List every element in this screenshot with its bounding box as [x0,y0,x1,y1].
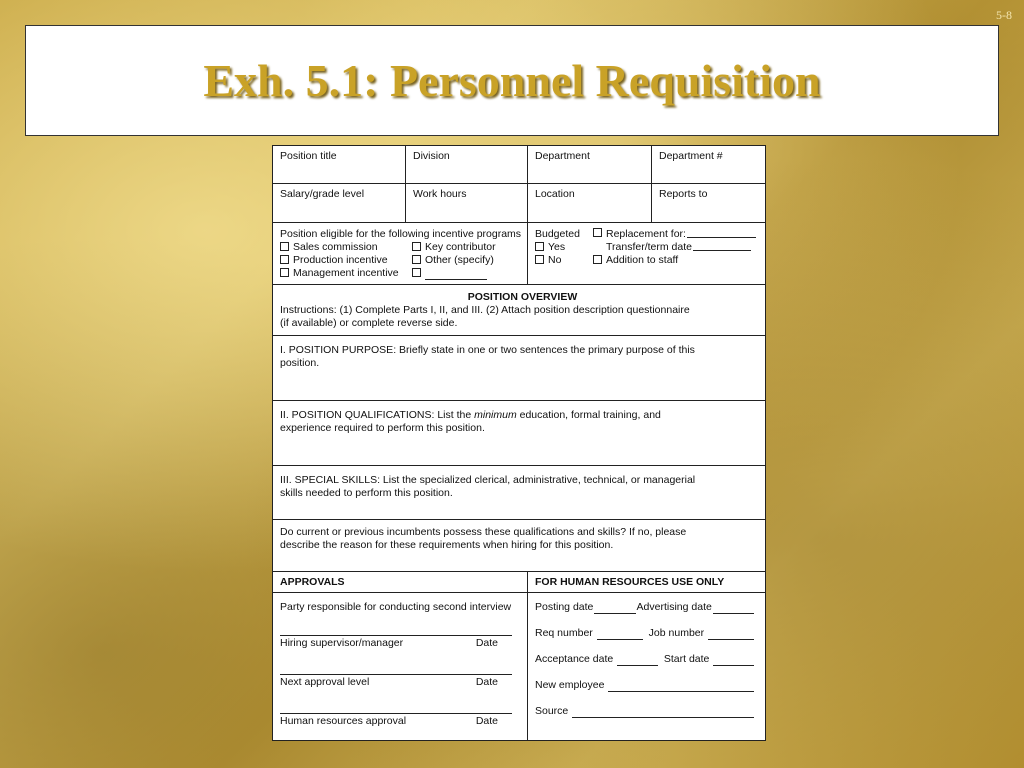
source-line[interactable] [572,708,754,718]
start-date-line[interactable] [713,656,754,666]
other-specify-checkbox[interactable] [412,255,421,264]
req-number-line[interactable] [597,630,643,640]
posting-date-line[interactable] [594,604,635,614]
hr-approval-label: Human resources approval [280,715,407,727]
budget-section [527,223,765,284]
start-date-label: Start date [663,653,710,665]
division-field[interactable] [405,146,527,183]
posting-advertising-row [535,601,755,614]
hr-approval-signature[interactable] [280,713,512,728]
job-number-line[interactable] [708,630,754,640]
management-incentive-checkbox[interactable] [280,268,289,277]
reports-to-label: Reports to [659,188,708,200]
second-interview-label: Party responsible for conducting second interview [280,601,512,613]
replacement-checkbox[interactable] [593,228,602,237]
reports-to-field[interactable] [651,184,765,222]
work-hours-field[interactable] [405,184,527,222]
position-overview-heading: POSITION OVERVIEW [467,291,578,303]
req-job-row [535,627,755,640]
overview-instructions-line2: (if available) or complete reverse side. [280,317,458,329]
budgeted-label: Budgeted [535,228,580,240]
job-number-label: Job number [648,627,705,639]
department-number-label: Department # [659,150,723,162]
production-incentive-checkbox[interactable] [280,255,289,264]
position-overview-section [273,285,765,336]
budgeted-yes-label: Yes [548,241,566,253]
position-qualifications-section[interactable] [273,401,765,466]
hr-use-body [527,593,765,740]
new-employee-line[interactable] [608,682,754,692]
title-box [25,25,999,136]
management-incentive-label: Management incentive [293,267,399,279]
form-row-1 [273,146,765,184]
location-field[interactable] [527,184,651,222]
department-label: Department [535,150,590,162]
division-label: Division [413,150,450,162]
purpose-line2: position. [280,357,320,369]
incentive-heading: Position eligible for the following incentive programs [280,228,522,240]
approvals-header-row [273,572,765,593]
advertising-date-label: Advertising date [636,601,712,613]
transfer-date-label: Transfer/term date [606,241,692,253]
salary-label: Salary/grade level [280,188,365,200]
form-row-3 [273,223,765,285]
key-contributor-checkbox[interactable] [412,242,421,251]
special-skills-section[interactable] [273,466,765,520]
position-title-field[interactable] [273,146,405,183]
acceptance-start-row [535,653,755,666]
addition-checkbox[interactable] [593,255,602,264]
acceptance-date-line[interactable] [617,656,658,666]
addition-label: Addition to staff [606,254,679,266]
budgeted-no-checkbox[interactable] [535,255,544,264]
hr-use-heading: FOR HUMAN RESOURCES USE ONLY [527,572,765,592]
key-contributor-label: Key contributor [425,241,496,253]
hiring-supervisor-signature[interactable] [280,635,512,650]
blank-incentive-line[interactable] [425,270,487,280]
position-title-label: Position title [280,150,337,162]
incumbents-line2: describe the reason for these requirements when hiring for this position. [280,539,614,551]
advertising-date-line[interactable] [713,604,754,614]
budgeted-no-label: No [548,254,562,266]
location-label: Location [535,188,575,200]
acceptance-date-label: Acceptance date [535,653,614,665]
purpose-line1: I. POSITION PURPOSE: Briefly state in one or two sentences the primary purpose of this [280,344,695,356]
next-approval-date-label: Date [475,676,498,688]
replacement-line[interactable] [687,228,756,238]
department-field[interactable] [527,146,651,183]
qualifications-line1: II. POSITION QUALIFICATIONS: List the minimum education, formal training, and [280,409,661,421]
page-title: Exh. 5.1: Personnel Requisition [203,55,821,106]
slide-number: 5-8 [996,8,1012,22]
transfer-date-line[interactable] [693,241,751,251]
sales-commission-checkbox[interactable] [280,242,289,251]
skills-line1: III. SPECIAL SKILLS: List the specialized clerical, administrative, technical, or managerial [280,474,696,486]
approvals-body [273,593,527,740]
replacement-label: Replacement for: [606,228,686,240]
req-number-label: Req number [535,627,593,639]
new-employee-row [535,679,755,692]
incumbents-line1: Do current or previous incumbents possess these qualifications and skills? If no, please [280,526,687,538]
form-row-2 [273,184,765,223]
blank-incentive-checkbox[interactable] [412,268,421,277]
production-incentive-label: Production incentive [293,254,388,266]
sales-commission-label: Sales commission [293,241,378,253]
overview-instructions-line1: Instructions: (1) Complete Parts I, II, and III. (2) Attach position description questionnaire [280,304,690,316]
other-specify-label: Other (specify) [425,254,494,266]
source-label: Source [535,705,569,717]
requisition-form [272,145,766,741]
incentive-section [273,223,527,284]
next-approval-signature[interactable] [280,674,512,689]
position-purpose-section[interactable] [273,336,765,401]
posting-date-label: Posting date [535,601,594,613]
incumbents-section[interactable] [273,520,765,572]
source-row [535,705,755,718]
budgeted-yes-checkbox[interactable] [535,242,544,251]
qualifications-line2: experience required to perform this position. [280,422,485,434]
hiring-date-label: Date [475,637,498,649]
work-hours-label: Work hours [413,188,467,200]
next-approval-label: Next approval level [280,676,370,688]
hiring-supervisor-label: Hiring supervisor/manager [280,637,404,649]
department-number-field[interactable] [651,146,765,183]
new-employee-label: New employee [535,679,605,691]
hr-approval-date-label: Date [475,715,498,727]
skills-line2: skills needed to perform this position. [280,487,453,499]
salary-field[interactable] [273,184,405,222]
approvals-heading: APPROVALS [280,576,345,588]
